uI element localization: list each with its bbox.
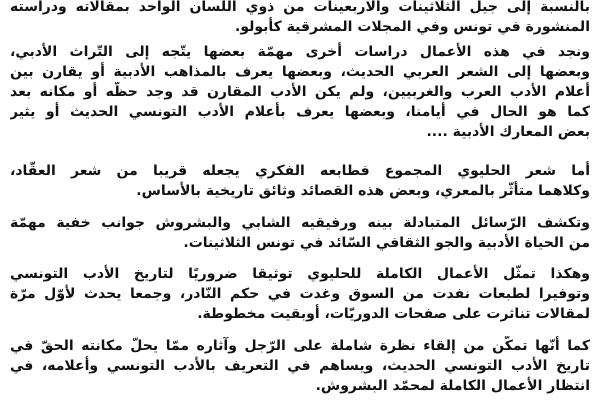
text-line: بعض المعارك الأدبية .... <box>426 124 590 140</box>
text-line: كما أنّها تمكّن من إلقاء نظرة شاملة على الرّجل وآثاره ممّا يحلّ مكانته الحقّ في <box>10 338 590 354</box>
text-line: وهكذا تمثّل الأعمال الكاملة للحليوي توثيقا ضروريًا لتاريخ الأدب التونسي <box>10 266 590 282</box>
paragraph-5 <box>10 264 590 324</box>
paragraph-3 <box>10 161 590 201</box>
text-line: وتكشف الرّسائل المتبادلة بينه ورفيقيه الشابي والبشروش جوانب خفية مهمّة <box>10 215 590 231</box>
text-line: وبعضها إلى الشعر العربي الحديث، وبعضها يعرف بالمذاهب الأدبية أو يقارن بين <box>10 64 590 80</box>
text-line: وتوفيرا لطبعات نفدت من السوق وغدت في حكم النّادر، وجمعا يحدث لأوّل مرّة <box>10 286 590 302</box>
text-line: وكلاهما متأثّر بالمعري، وبعض هذه القصائد وثائق تاريخية بالأساس. <box>136 183 590 199</box>
text-line: أما شعر الحليوي المجموع فطابعه الفكري يجعله قريبا من شعر العقّاد، <box>10 163 590 179</box>
text-line: كما هو الحال في أيامنا، وبعضها يعرف بأعلام الأدب التونسي الحديث أو يثير <box>10 104 590 120</box>
paragraph-2 <box>10 42 590 142</box>
paragraph-4 <box>10 213 590 253</box>
text-line: أعلام الأدب العرب والغربيين، ولم يكن الأدب المقارن قد وجد حظّه أو مكانه بعد <box>10 84 590 100</box>
text-line: ونجد في هذه الأعمال دراسات أخرى مهمّة بعضها يتّجه إلى التّراث الأدبي، <box>10 44 590 60</box>
text-line: بالنسبة إلى جيل الثلاثينات والاربعينات من ذوي اللسان الواحد بمقالاته ودراسته <box>10 0 590 15</box>
text-line: لمقالات تناثرت على صفحات الدوريّات، أوبقيت مخطوطة. <box>197 306 590 322</box>
text-line: المنشورة في تونس وفي المجلات المشرقية كأبولو. <box>235 19 590 35</box>
text-line: تاريخ الأدب التونسي الحديث، ويساهم في التعريف بالأدب التونسي وأعلامه، في <box>10 358 590 374</box>
paragraph-6 <box>10 336 590 396</box>
paragraph-1 <box>10 0 590 37</box>
text-line: انتظار الأعمال الكاملة لمحمّد البشروش. <box>315 378 590 394</box>
text-line: من الحياة الأدبية والجو الثقافي السّائد في تونس الثلاثينات. <box>183 235 590 251</box>
